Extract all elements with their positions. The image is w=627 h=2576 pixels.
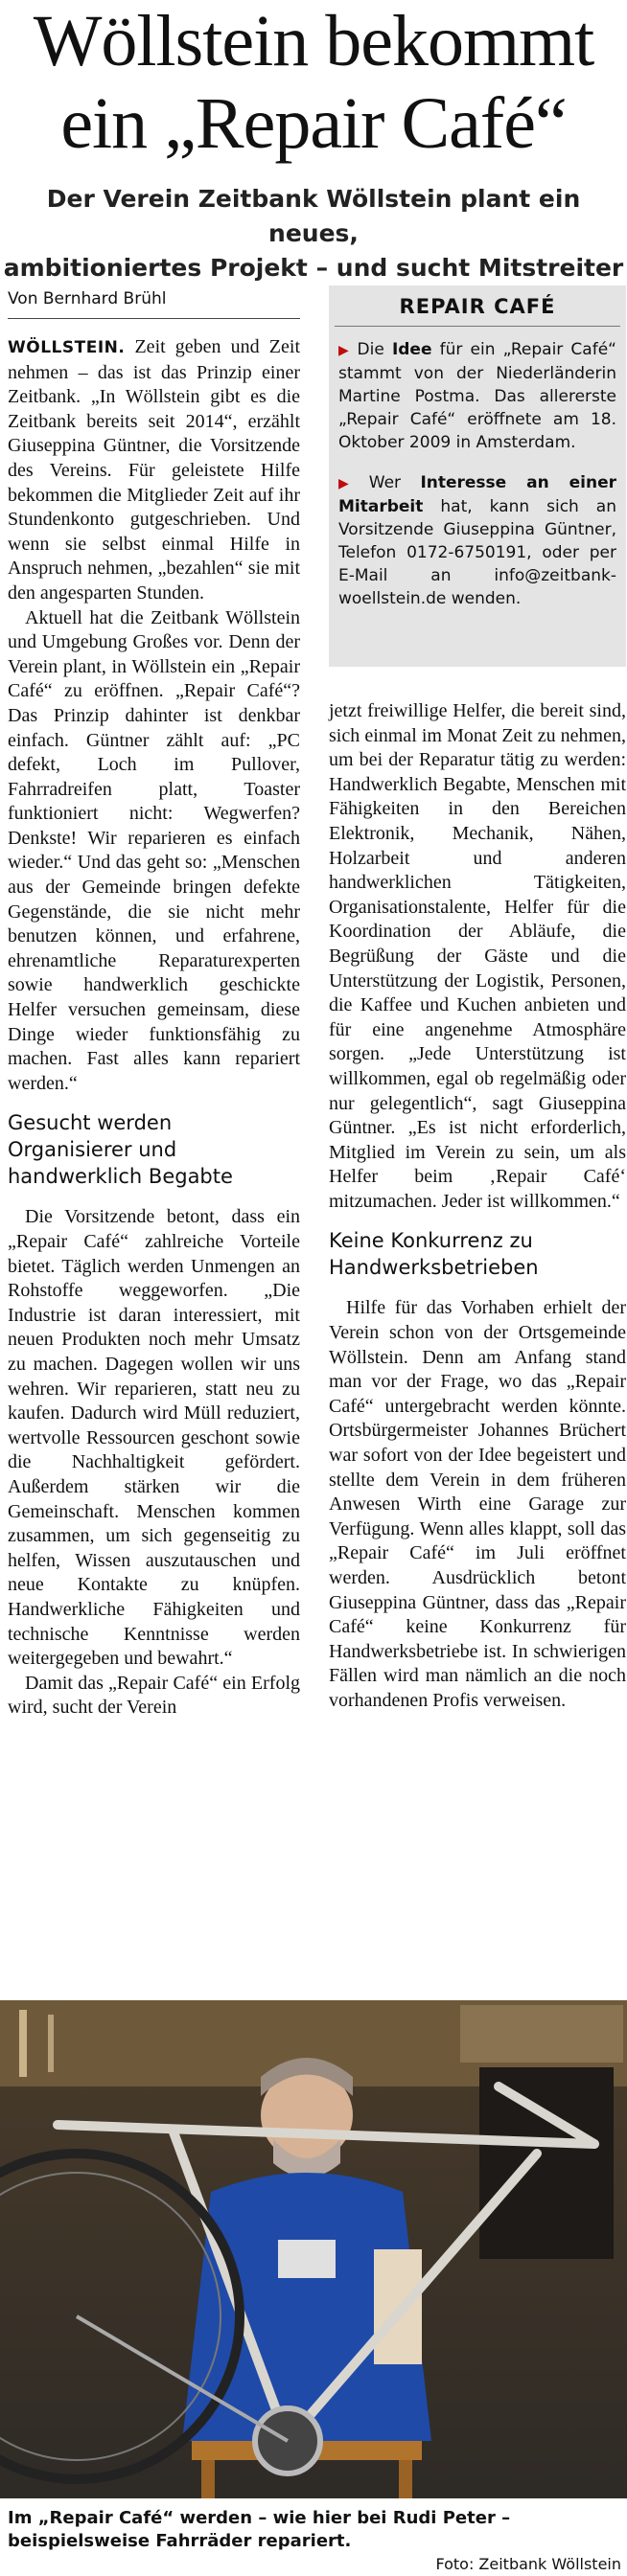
byline: Von Bernhard Brühl — [8, 287, 300, 319]
article-photo — [0, 2000, 627, 2498]
bullet-triangle-icon: ▶ — [338, 343, 352, 358]
bullet-triangle-icon: ▶ — [338, 476, 363, 491]
subheadline-line-1: Der Verein Zeitbank Wöllstein plant ein neues, — [46, 185, 581, 247]
article-paragraph-6: Hilfe für das Vorhaben erhielt der Verein schon von der Ortsgemeinde Wöllstein. Denn am Anfang stand man vor der Frage, wo das „Repair Café“ untergebracht werden könnte. Ortsbürgermeister Johannes Brüchert war sofort von der Idee begeistert und stellte dem Verein in dem früheren Anwesen Wirth eine Garage zur Verfügung. Wenn alles klappt, soll das „Repair Café“ im Juli eröffnet werden. Ausdrücklich betont Giuseppina Güntner, dass das „Repair Café“ keine Konkurrenz für Handwerksbetriebe ist. In schwierigen Fällen wird man nämlich an die noch vorhandenen Profis verweisen. — [329, 1297, 626, 1711]
article-column-2 — [329, 699, 626, 1714]
photo-illustration — [0, 2000, 627, 2498]
section-heading-1: Gesucht werden Organisierer und handwerklich Begabte — [8, 1111, 233, 1189]
info-box-title: REPAIR CAFÉ — [335, 285, 620, 327]
info-box-item-2: ▶ Wer Interesse an einer Mitarbeit hat, kann sich an Vorsitzende Giuseppina Güntner, Telefon 0172-6750191, oder per E-Mail an info@zeitbank-woellstein.de wenden. — [338, 473, 616, 608]
article-paragraph-2: Aktuell hat die Zeitbank Wöllstein und Umgebung Großes vor. Denn der Verein plant, in Wöllstein ein „Repair Café“ zu eröffnen. „Repair Café“? Das Prinzip dahinter ist denkbar einfach. Güntner zählt auf: „PC defekt, Loch im Pullover, Fahrradreifen platt, Toaster funktioniert nicht: Wegwerfen? Denkste! Wir reparieren es einfach wieder.“ Und das geht so: „Menschen aus der Gemeinde bringen defekte Gegenstände, die sie nicht mehr benutzen können, und erfahrene, ehrenamtliche Reparaturexperten sowie handwerklich geschickte Helfer versuchen gemeinsam, diese Dinge wieder funktionsfähig zu machen. Fast alles kann repariert werden.“ — [8, 606, 300, 1094]
info-box-item-1: ▶ Die Idee für ein „Repair Café“ stammt von der Niederländerin Martine Postma. Das allererste „Repair Café“ eröffnete am 18. Oktober 2009 in Amsterdam. — [338, 340, 616, 452]
section-heading-2: Keine Konkurrenz zu Handwerksbetrieben — [329, 1229, 539, 1280]
headline-line-2: ein „Repair Café“ — [60, 83, 567, 164]
article-paragraph-3: Die Vorsitzende betont, dass ein „Repair Café“ zahlreiche Vorteile bietet. Täglich werden Unmengen an Rohstoffe weggeworfen. „Die Industrie ist daran interessiert, mit neuen Produkten noch mehr Umsatz zu machen. Dagegen wollen wir uns wehren. Wir reparieren, statt neu zu kaufen. Dadurch wird Müll reduziert, wertvolle Ressourcen geschont sowie die Nachhaltigkeit gefördert. Außerdem stärken wir die Gemeinschaft. Menschen kommen zusammen, um sich gegenseitig zu helfen, Wissen auszutauschen und neue Kontakte zu knüpfen. Handwerkliche Fähigkeiten und technische Kenntnisse werden weitergegeben und bewahrt.“ — [8, 1206, 300, 1670]
info-box — [329, 285, 626, 667]
article-paragraph-1 — [8, 335, 300, 606]
subheadline-line-2: ambitioniertes Projekt – und sucht Mitstreiter — [3, 254, 624, 282]
headline — [0, 0, 627, 165]
article-paragraph-4: Damit das „Repair Café“ ein Erfolg wird, sucht der Verein — [8, 1672, 300, 1719]
subheadline — [0, 182, 627, 285]
article-column-1 — [8, 335, 300, 1721]
headline-line-1: Wöllstein bekommt — [33, 1, 594, 81]
photo-credit: Foto: Zeitbank Wöllstein — [435, 2555, 621, 2573]
dateline: WÖLLSTEIN. — [8, 338, 126, 357]
photo-caption — [8, 2507, 621, 2576]
caption-text: Im „Repair Café“ werden – wie hier bei Rudi Peter – beispielsweise Fahrräder repariert. — [8, 2508, 511, 2551]
paragraph-1-text: Zeit geben und Zeit nehmen – das ist das Prinzip einer Zeitbank. „In Wöllstein gibt es die Zeitbank bereits seit 2014“, erzählt Giuseppina Güntner, die Vorsitzende des Vereins. Für geleistete Hilfe bekommen die Mitglieder Zeit auf ihr Stundenkonto gutgeschrieben. Und wenn sie selbst einmal Hilfe in Anspruch nehmen, „bezahlen“ sie mit den angesparten Stunden. — [8, 336, 300, 604]
article-paragraph-5: jetzt freiwillige Helfer, die bereit sind, sich einmal im Monat Zeit zu nehmen, um bei der Reparatur tätig zu werden: Handwerklich Begabte, Menschen mit Fähigkeiten in den Bereichen Elektronik, Mechanik, Nähen, Holzarbeit und anderen handwerklichen Tätigkeiten, Organisationstalente, Helfer für die Koordination der Abläufe, die Begrüßung der Gäste und die Unterstützung der Logistik, Personen, die Kaffee und Kuchen anbieten und für eine angenehme Atmosphäre sorgen. „Jede Unterstützung ist willkommen, egal ob regelmäßig oder nur gelegentlich“, sagt Giuseppina Güntner. „Es ist nicht erforderlich, Mitglied im Verein zu sein, um als Helfer beim ‚Repair Café‘ mitzumachen. Jeder ist willkommen.“ — [329, 700, 626, 1212]
